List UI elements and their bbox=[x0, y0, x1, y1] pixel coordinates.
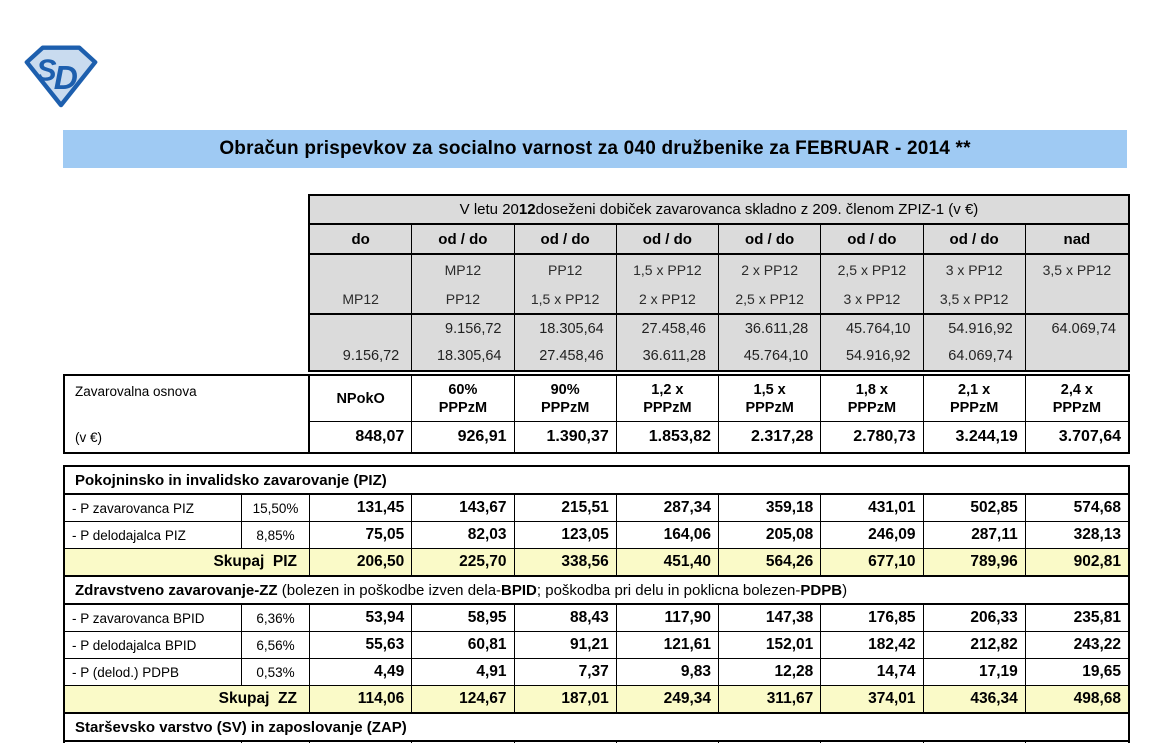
base-value-cell: 926,91 bbox=[412, 422, 514, 452]
section-header-segment: ) bbox=[842, 581, 848, 599]
base-col-header-line: PPPzM bbox=[643, 399, 692, 416]
row-value-cell: 117,90 bbox=[617, 605, 719, 631]
base-row-label-line1: Zavarovalna osnova bbox=[75, 384, 197, 399]
row-value-cell: 246,09 bbox=[821, 522, 923, 548]
total-value-cell: 677,10 bbox=[821, 549, 923, 575]
range-value-cell-bottom: 36.611,28 bbox=[642, 347, 706, 364]
total-value-cell: 902,81 bbox=[1073, 553, 1121, 570]
base-col-header bbox=[310, 376, 412, 422]
row-value-cell: 287,34 bbox=[617, 495, 719, 521]
section-header-segment: Starševsko varstvo (SV) in zaposlovanje (ZAP) bbox=[75, 718, 407, 736]
range-label-cell-bottom: 2 x PP12 bbox=[638, 290, 696, 307]
row-label: - P delodajalca BPID bbox=[65, 632, 242, 658]
range-value-cell-top: 9.156,72 bbox=[445, 320, 502, 337]
section-header-segment: ; poškodba pri delu in poklicna bolezen- bbox=[536, 581, 801, 599]
total-value-cell: 789,96 bbox=[924, 549, 1026, 575]
row-value-cell: 131,45 bbox=[310, 495, 412, 521]
total-value-cell: 114,06 bbox=[310, 686, 412, 712]
range-label-cell-bottom bbox=[1026, 284, 1128, 313]
profit-col-header: od / do bbox=[412, 225, 514, 253]
range-value-cell bbox=[719, 315, 821, 370]
row-label: - P delodajalca PIZ bbox=[65, 522, 242, 548]
section-header-segment: Zdravstveno zavarovanje-ZZ bbox=[75, 581, 282, 599]
row-value-cell: 431,01 bbox=[821, 495, 923, 521]
range-value-cell-top: 54.916,92 bbox=[948, 320, 1013, 337]
range-label-cell-top bbox=[310, 255, 411, 284]
range-value-cell-bottom: 18.305,64 bbox=[436, 347, 502, 364]
range-label-cell-top: 3 x PP12 bbox=[945, 261, 1003, 278]
row-value-cell: 17,19 bbox=[924, 659, 1026, 685]
total-value-cell: 187,01 bbox=[515, 686, 617, 712]
row-label: - P (delod.) PDPB bbox=[65, 659, 242, 685]
range-label-cell bbox=[719, 255, 821, 313]
base-col-header bbox=[412, 376, 514, 422]
row-value-cell: 212,82 bbox=[924, 632, 1026, 658]
section-header-sv-zap bbox=[65, 714, 1128, 742]
row-value-cell: 574,68 bbox=[1073, 499, 1121, 516]
profit-col-header: do bbox=[310, 225, 412, 253]
row-rate: 0,53% bbox=[242, 659, 310, 685]
base-col-header-line: 2,1 x bbox=[958, 381, 991, 398]
base-col-header-line: 90% bbox=[550, 381, 580, 398]
range-value-cell bbox=[1026, 315, 1128, 370]
base-col-header-line: 1,5 x bbox=[753, 381, 786, 398]
row-value-cell: 143,67 bbox=[412, 495, 514, 521]
total-value-cell: 225,70 bbox=[412, 549, 514, 575]
row-value-cell: 182,42 bbox=[821, 632, 923, 658]
range-value-cell-top: 27.458,46 bbox=[641, 320, 706, 337]
base-col-header-line: PPPzM bbox=[745, 399, 794, 416]
total-value-cell: 436,34 bbox=[924, 686, 1026, 712]
row-rate: 8,85% bbox=[242, 522, 310, 548]
range-label-cell bbox=[924, 255, 1026, 313]
base-col-header-line: PPPzM bbox=[1052, 399, 1102, 416]
range-value-cell-bottom: 9.156,72 bbox=[342, 347, 400, 364]
range-label-cell-top: 1,5 x PP12 bbox=[633, 261, 702, 278]
range-label-cell-bottom: 3,5 x PP12 bbox=[939, 290, 1009, 307]
row-value-cell: 235,81 bbox=[1073, 609, 1121, 626]
insurance-base-table bbox=[63, 374, 1130, 454]
profit-col-header: od / do bbox=[515, 225, 617, 253]
logo-letter-d: D bbox=[53, 60, 78, 98]
total-value-cell: 564,26 bbox=[719, 549, 821, 575]
base-col-header bbox=[617, 376, 719, 422]
base-value-cell: 3.244,19 bbox=[924, 422, 1026, 452]
base-col-header-line: 1,2 x bbox=[651, 381, 684, 398]
base-row-label-line2: (v €) bbox=[75, 430, 102, 445]
row-value-cell: 243,22 bbox=[1073, 636, 1121, 653]
range-label-cell-bottom: 1,5 x PP12 bbox=[530, 290, 600, 307]
contribution-row bbox=[65, 659, 1128, 686]
logo-letter-s: S bbox=[36, 53, 57, 88]
row-value-cell: 7,37 bbox=[515, 659, 617, 685]
total-value-cell: 206,50 bbox=[310, 549, 412, 575]
range-value-cell-bottom: 45.764,10 bbox=[743, 347, 809, 364]
contribution-row bbox=[65, 495, 1128, 522]
base-col-header-line: 60% bbox=[448, 381, 478, 398]
row-value-cell: 53,94 bbox=[310, 605, 412, 631]
profit-range-values-row bbox=[310, 315, 1128, 370]
profit-col-header: od / do bbox=[924, 225, 1026, 253]
row-value-cell: 12,28 bbox=[719, 659, 821, 685]
profit-range-labels-row bbox=[310, 255, 1128, 315]
range-label-cell-bottom: PP12 bbox=[445, 290, 480, 307]
range-value-cell-bottom: 54.916,92 bbox=[845, 347, 911, 364]
row-value-cell: 215,51 bbox=[515, 495, 617, 521]
range-value-cell-top bbox=[310, 315, 411, 342]
section-header-segment: Pokojninsko in invalidsko zavarovanje (PIZ) bbox=[75, 471, 387, 489]
row-value-cell: 206,33 bbox=[924, 605, 1026, 631]
base-value-cell: 3.707,64 bbox=[1058, 428, 1121, 445]
caption-segment: 12 bbox=[518, 201, 536, 218]
company-logo bbox=[24, 44, 98, 108]
row-rate: 15,50% bbox=[242, 495, 310, 521]
contribution-row bbox=[65, 605, 1128, 632]
document-title: Obračun prispevkov za socialno varnost za 040 družbenike za FEBRUAR - 2014 ** bbox=[219, 138, 971, 159]
row-value-cell: 176,85 bbox=[821, 605, 923, 631]
range-value-cell-bottom: 27.458,46 bbox=[539, 347, 604, 364]
range-value-cell bbox=[515, 315, 617, 370]
row-rate: 6,56% bbox=[242, 632, 310, 658]
row-value-cell: 205,08 bbox=[719, 522, 821, 548]
row-value-cell: 9,83 bbox=[617, 659, 719, 685]
row-value-cell: 4,49 bbox=[310, 659, 412, 685]
range-label-cell bbox=[412, 255, 514, 313]
base-value-cell: 2.780,73 bbox=[821, 422, 923, 452]
base-col-header-line: PPPzM bbox=[949, 399, 999, 416]
profit-col-header: nad bbox=[1063, 230, 1091, 248]
range-label-cell-bottom: 3 x PP12 bbox=[843, 290, 901, 307]
range-label-cell-bottom: MP12 bbox=[342, 290, 379, 307]
range-value-cell-top: 45.764,10 bbox=[845, 320, 911, 337]
range-label-cell bbox=[821, 255, 923, 313]
base-col-header-line: PPPzM bbox=[438, 399, 488, 416]
row-value-cell: 4,91 bbox=[412, 659, 514, 685]
caption-segment: V letu 20 bbox=[459, 201, 519, 218]
row-value-cell: 14,74 bbox=[821, 659, 923, 685]
base-col-header-line: 1,8 x bbox=[855, 381, 888, 398]
row-value-cell: 502,85 bbox=[924, 495, 1026, 521]
range-label-cell-bottom: 2,5 x PP12 bbox=[735, 290, 804, 307]
range-label-cell-top: 2 x PP12 bbox=[741, 261, 799, 278]
contribution-row bbox=[65, 632, 1128, 659]
row-value-cell: 121,61 bbox=[617, 632, 719, 658]
range-label-cell-top: PP12 bbox=[548, 261, 583, 278]
row-value-cell: 164,06 bbox=[617, 522, 719, 548]
row-value-cell: 152,01 bbox=[719, 632, 821, 658]
range-value-cell bbox=[924, 315, 1026, 370]
base-col-header bbox=[719, 376, 821, 422]
row-value-cell: 147,38 bbox=[719, 605, 821, 631]
section-header-segment: BPID bbox=[501, 581, 537, 599]
base-col-header-line: PPPzM bbox=[540, 399, 590, 416]
base-col-header-line: NPokO bbox=[336, 390, 385, 407]
base-col-header-line: 2,4 x bbox=[1060, 381, 1093, 398]
range-value-cell bbox=[310, 315, 412, 370]
section-header-zz bbox=[65, 577, 1128, 605]
section-header-segment: (bolezen in poškodbe izven dela- bbox=[281, 581, 502, 599]
base-value-cell: 1.390,37 bbox=[515, 422, 617, 452]
base-value-cell: 2.317,28 bbox=[719, 422, 821, 452]
row-value-cell: 82,03 bbox=[412, 522, 514, 548]
row-value-cell: 75,05 bbox=[310, 522, 412, 548]
range-label-cell-top: MP12 bbox=[444, 261, 482, 278]
range-label-cell bbox=[310, 255, 412, 313]
contributions-table bbox=[63, 465, 1130, 743]
row-value-cell: 88,43 bbox=[515, 605, 617, 631]
base-col-header bbox=[515, 376, 617, 422]
total-label: Skupaj ZZ bbox=[65, 686, 310, 712]
base-col-header bbox=[821, 376, 923, 422]
total-label: Skupaj PIZ bbox=[65, 549, 310, 575]
range-value-cell-top: 18.305,64 bbox=[539, 320, 604, 337]
total-value-cell: 311,67 bbox=[719, 686, 821, 712]
section-header-segment: PDPB bbox=[800, 581, 843, 599]
range-value-cell bbox=[412, 315, 514, 370]
document-title-bar bbox=[63, 130, 1127, 168]
total-value-cell: 249,34 bbox=[617, 686, 719, 712]
range-label-cell-top: 2,5 x PP12 bbox=[837, 261, 907, 278]
range-value-cell-bottom: 64.069,74 bbox=[948, 347, 1013, 364]
total-value-cell: 338,56 bbox=[515, 549, 617, 575]
contribution-row bbox=[65, 522, 1128, 549]
profit-col-header: od / do bbox=[617, 225, 719, 253]
range-label-cell bbox=[617, 255, 719, 313]
row-value-cell: 359,18 bbox=[719, 495, 821, 521]
total-value-cell: 374,01 bbox=[821, 686, 923, 712]
range-label-cell bbox=[1026, 255, 1128, 313]
row-label: - P zavarovanca PIZ bbox=[65, 495, 242, 521]
caption-segment: doseženi dobiček zavarovanca skladno z 209. členom ZPIZ-1 (v €) bbox=[535, 201, 979, 218]
total-value-cell: 451,40 bbox=[617, 549, 719, 575]
profit-table-caption bbox=[310, 196, 1128, 225]
range-value-cell-top: 64.069,74 bbox=[1051, 320, 1116, 337]
row-value-cell: 19,65 bbox=[1082, 663, 1121, 680]
range-value-cell bbox=[821, 315, 923, 370]
row-rate: 6,36% bbox=[242, 605, 310, 631]
range-value-cell-bottom bbox=[1026, 342, 1128, 369]
row-value-cell: 287,11 bbox=[924, 522, 1026, 548]
base-value-cell: 1.853,82 bbox=[617, 422, 719, 452]
row-label: - P zavarovanca BPID bbox=[65, 605, 242, 631]
profit-col-header: od / do bbox=[821, 225, 923, 253]
range-label-cell-top: 3,5 x PP12 bbox=[1042, 261, 1112, 278]
profit-header-row bbox=[310, 225, 1128, 255]
base-value-cell: 848,07 bbox=[310, 422, 412, 452]
profit-reference-table bbox=[308, 194, 1130, 372]
profit-col-header: od / do bbox=[719, 225, 821, 253]
range-label-cell bbox=[515, 255, 617, 313]
base-col-header bbox=[924, 376, 1026, 422]
row-value-cell: 91,21 bbox=[515, 632, 617, 658]
row-value-cell: 55,63 bbox=[310, 632, 412, 658]
base-col-header-line: PPPzM bbox=[847, 399, 897, 416]
row-value-cell: 328,13 bbox=[1073, 526, 1121, 543]
base-col-header bbox=[1026, 376, 1128, 422]
total-value-cell: 498,68 bbox=[1073, 690, 1121, 707]
range-value-cell bbox=[617, 315, 719, 370]
range-value-cell-top: 36.611,28 bbox=[744, 320, 809, 337]
row-value-cell: 123,05 bbox=[515, 522, 617, 548]
row-value-cell: 58,95 bbox=[412, 605, 514, 631]
section-header-piz bbox=[65, 467, 1128, 495]
total-value-cell: 124,67 bbox=[412, 686, 514, 712]
total-row-zz bbox=[65, 686, 1128, 714]
total-row-piz bbox=[65, 549, 1128, 577]
row-value-cell: 60,81 bbox=[412, 632, 514, 658]
base-row-label bbox=[65, 376, 310, 452]
